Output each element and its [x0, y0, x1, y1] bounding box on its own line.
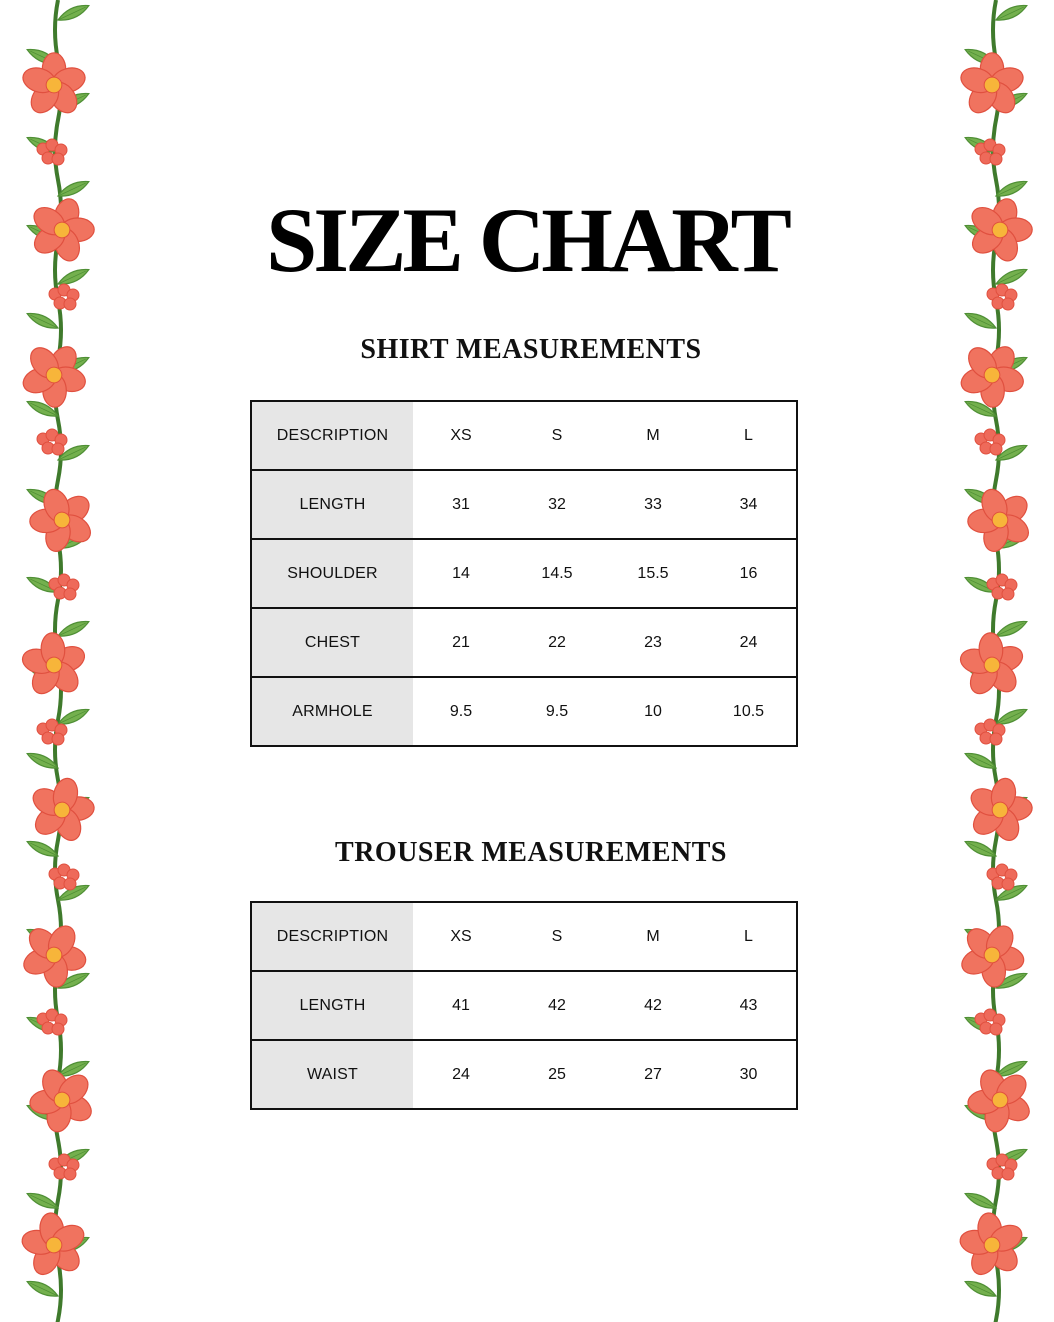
table-cell: 42	[509, 971, 605, 1040]
row-label: LENGTH	[251, 470, 413, 539]
table-header-cell: XS	[413, 902, 509, 971]
table-cell: 14.5	[509, 539, 605, 608]
table-cell: 9.5	[413, 677, 509, 746]
trouser-size-table	[250, 901, 798, 1110]
table-header-cell: XS	[413, 401, 509, 470]
flower-icon	[953, 915, 1031, 996]
flower-icon	[15, 915, 93, 996]
flower-icon	[949, 621, 1035, 709]
table-cell: 15.5	[605, 539, 701, 608]
table-row	[251, 470, 797, 539]
table-cell: 27	[605, 1040, 701, 1109]
row-label: WAIST	[251, 1040, 413, 1109]
table-cell: 24	[701, 608, 797, 677]
berry-cluster-icon	[975, 429, 1005, 455]
table-row	[251, 677, 797, 746]
leaf-icon	[56, 1, 91, 24]
table-header-cell: DESCRIPTION	[251, 902, 413, 971]
table-cell: 23	[605, 608, 701, 677]
table-row	[251, 1040, 797, 1109]
leaf-icon	[25, 309, 60, 332]
flower-icon	[20, 53, 89, 118]
table-cell: 16	[701, 539, 797, 608]
flower-icon	[958, 53, 1027, 118]
table-cell: 33	[605, 470, 701, 539]
leaf-icon	[25, 1277, 60, 1300]
table-row	[251, 971, 797, 1040]
table-row	[251, 608, 797, 677]
leaf-icon	[963, 1277, 998, 1300]
row-label: CHEST	[251, 608, 413, 677]
table-header-row	[251, 902, 797, 971]
table-header-row	[251, 401, 797, 470]
table-cell: 42	[605, 971, 701, 1040]
berry-cluster-icon	[975, 1009, 1005, 1035]
table-cell: 31	[413, 470, 509, 539]
table-cell: 21	[413, 608, 509, 677]
table-header-cell: S	[509, 902, 605, 971]
berry-cluster-icon	[987, 574, 1017, 600]
table-cell: 32	[509, 470, 605, 539]
table-cell: 34	[701, 470, 797, 539]
leaf-icon	[994, 1, 1029, 24]
table-row	[251, 539, 797, 608]
table-header-cell: DESCRIPTION	[251, 401, 413, 470]
table-header-cell: S	[509, 401, 605, 470]
shirt-size-table	[250, 400, 798, 747]
leaf-icon	[963, 309, 998, 332]
flower-icon	[11, 621, 97, 709]
row-label: LENGTH	[251, 971, 413, 1040]
table-cell: 10	[605, 677, 701, 746]
berry-cluster-icon	[49, 574, 79, 600]
row-label: ARMHOLE	[251, 677, 413, 746]
page-title: SIZE CHART	[266, 189, 788, 291]
row-label: SHOULDER	[251, 539, 413, 608]
table-cell: 9.5	[509, 677, 605, 746]
leaf-icon	[56, 617, 91, 640]
table-cell: 30	[701, 1040, 797, 1109]
table-cell: 25	[509, 1040, 605, 1109]
table-cell: 22	[509, 608, 605, 677]
flower-icon	[6, 1197, 101, 1291]
table-cell: 43	[701, 971, 797, 1040]
flower-icon	[944, 1197, 1039, 1291]
table-header-cell: M	[605, 401, 701, 470]
table-cell: 41	[413, 971, 509, 1040]
table-cell: 10.5	[701, 677, 797, 746]
trouser-section-heading: TROUSER MEASUREMENTS	[335, 837, 727, 868]
berry-cluster-icon	[37, 1009, 67, 1035]
shirt-section-heading: SHIRT MEASUREMENTS	[360, 334, 702, 365]
leaf-icon	[994, 617, 1029, 640]
berry-cluster-icon	[37, 429, 67, 455]
table-cell: 14	[413, 539, 509, 608]
table-header-cell: L	[701, 902, 797, 971]
table-cell: 24	[413, 1040, 509, 1109]
table-header-cell: L	[701, 401, 797, 470]
table-header-cell: M	[605, 902, 701, 971]
